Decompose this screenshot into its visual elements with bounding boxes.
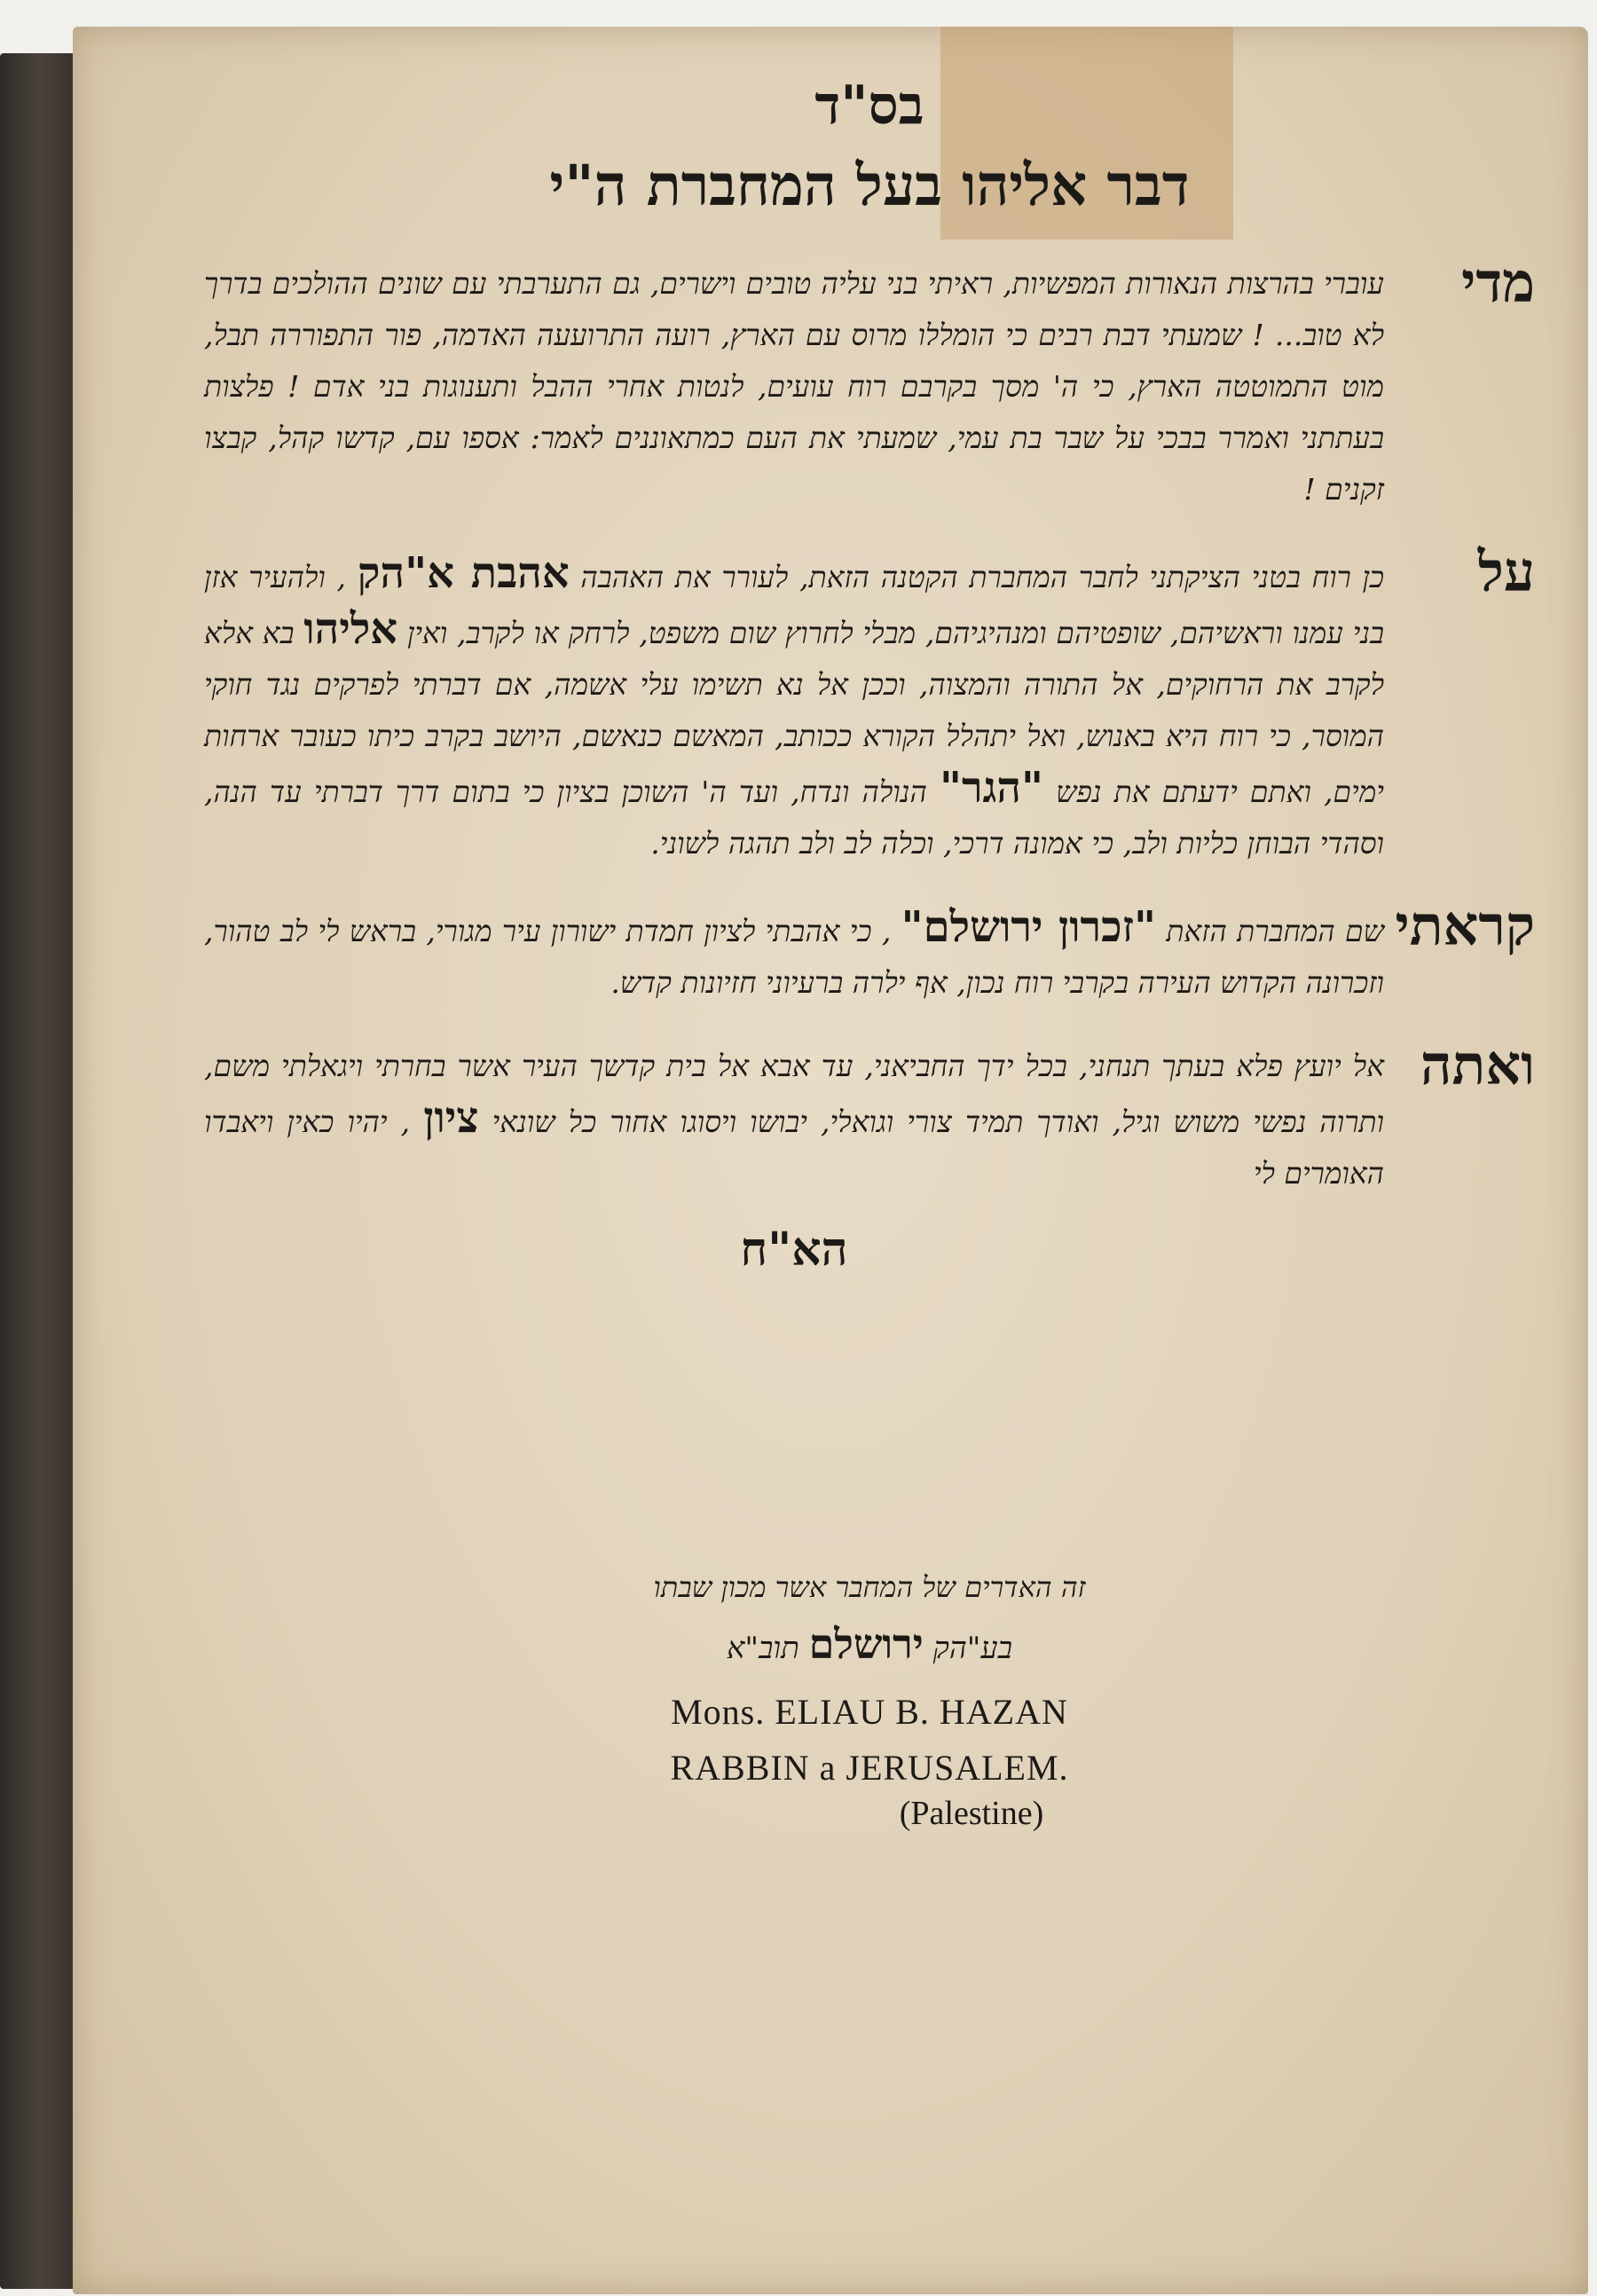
drop-word: על (1477, 539, 1535, 605)
emphasis-word: ציון (423, 1093, 479, 1144)
latin-country: (Palestine) (899, 1795, 1044, 1832)
emphasis-word: אליהו (303, 604, 398, 655)
emphasis-word: אהבת א"הק (357, 548, 570, 599)
page-title: דבר אליהו בעל המחברת ה"י (549, 153, 1190, 219)
text-run: , ולהעיר אזן בני עמנו וראשיהם, שופטיהם ומנהיגיהם, מבלי לחרוץ שום משפט, לרחק או לקרב, ואין (204, 560, 1384, 651)
drop-word: מדי (1461, 250, 1535, 316)
paragraph-2 (204, 539, 1535, 869)
text-run: הנולה ונדח, ועד ה' השוכן בציון כי בתום דרך דברתי עד הנה, וסהדי הבוחן כליות ולב, כי אמונה דרכי, וכלה לב ולב תהגה לשוני. (204, 775, 1384, 861)
emphasis-word: "הגר" (939, 763, 1043, 814)
drop-word: קראתי (1395, 893, 1535, 959)
address-intro: זה האדרים של המחבר אשר מכון שבתו (653, 1570, 1086, 1604)
emphasis-word: "זכרון ירושלם" (901, 902, 1156, 953)
paragraph-1 (204, 250, 1535, 515)
city-suffix: תוב"א (726, 1631, 799, 1666)
header-bsd: בס"ד (814, 75, 924, 137)
author-address (204, 1570, 1535, 1833)
latin-name: Mons. ELIAU B. HAZAN (671, 1692, 1068, 1732)
paragraph-text (204, 901, 1384, 1009)
city-prefix: בע"הק (932, 1631, 1013, 1666)
signoff: הא"ח (740, 1223, 848, 1278)
drop-word: ואתה (1420, 1033, 1535, 1098)
paragraph-text (204, 258, 1384, 515)
paragraph-3 (204, 893, 1535, 1009)
text-run: אל יועץ פלא בעתך תנחני, בכל ידך החביאני, עד אבא אל בית קדשך העיר אשר בחרתי ויגאלתי משם, ותרוה נפשי משוש וגיל, ואודך תמיד צורי וגואלי, יבושו ויסוגו אחור כל שונאי (204, 1049, 1384, 1140)
address-city-line (204, 1620, 1535, 1668)
text-run: שם המחברת הזאת (1166, 914, 1385, 949)
text-run: כן רוח בטני הציקתני לחבר המחברת הקטנה הזאת, לעורר את האהבה (580, 560, 1385, 595)
page-text (204, 71, 1535, 1277)
paragraph-text (204, 547, 1384, 869)
city-name: ירושלם (808, 1620, 924, 1668)
text-run: עוברי בהרצות הנאורות המפשיות, ראיתי בני עליה טובים וישרים, גם התערבתי עם שונים ההולכים בדרך לא טוב... ! שמעתי דבת רבים כי הומללו מרוס עם הארץ, רועה התרועעה האדמה, פור התפוררה תבל, מוט התמוטטה הארץ, כי ה' מסך בקרבם רוח עועים, לנטות אחרי ההבל ותענוגות בני אדם ! פלצות בעתתני ואמרר בבכי על שבר בת עמי, שמעתי את העם כמתאוננים לאמר: אספו עם, קדשו קהל, קבצו זקנים ! (204, 266, 1384, 507)
text-run: , כי אהבתי לציון חמדת ישורון עיר מגורי, בראש לי לב טהור, וזכרונה הקדוש העירה בקרבי רוח נכון, אף ילרה ברעיוני חזיונות קדש. (204, 914, 1384, 1001)
text-run: בא אלא לקרב את הרחוקים, אל התורה והמצוה, וככן אל נא תשימו עלי אשמה, אם דברתי לפרקים נגד חוקי המוסר, כי רוח היא באנוש, ואל יתהלל הקורא ככותב, המאשם כנאשם, היושב בקרב כיתו כעובר ארחות ימים, ואתם ידעתם את נפש (204, 616, 1384, 810)
latin-title: RABBIN a JERUSALEM. (670, 1748, 1069, 1788)
paragraph-text (204, 1041, 1384, 1199)
text-run: , יהיו כאין ויאבדו האומרים לי (204, 1105, 1384, 1191)
paragraph-4 (204, 1033, 1535, 1199)
